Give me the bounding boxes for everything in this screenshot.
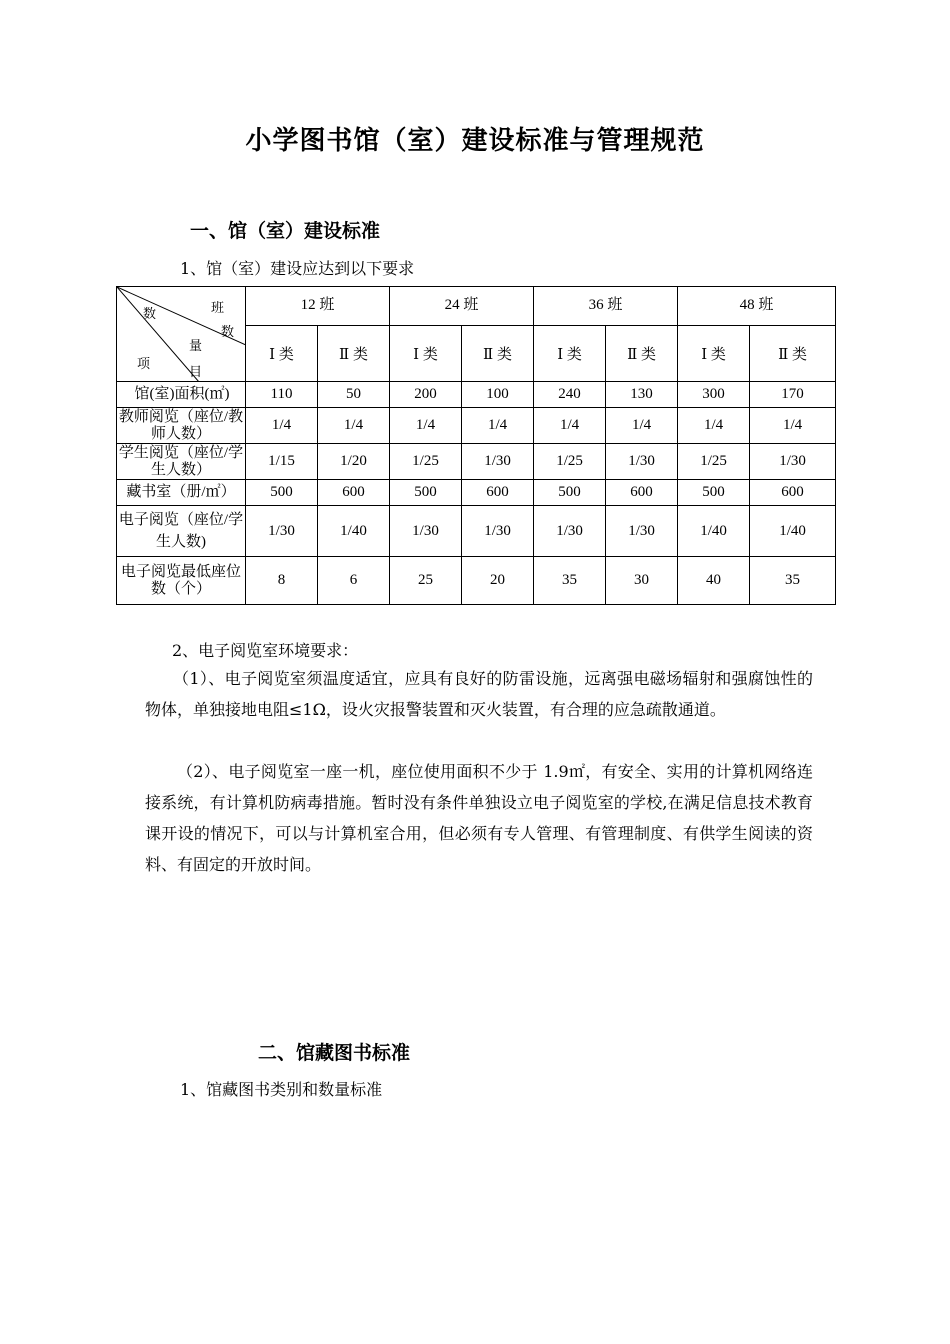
- table-cell: 1/4: [462, 408, 534, 444]
- table-cell: 130: [606, 382, 678, 408]
- table-cell: 50: [318, 382, 390, 408]
- table-cell: 1/4: [318, 408, 390, 444]
- table-cell: 1/30: [246, 506, 318, 557]
- table-cell: 500: [534, 480, 606, 506]
- table-cell: 8: [246, 557, 318, 605]
- group-header: 36 班: [534, 287, 678, 326]
- type-header: Ⅰ 类: [390, 326, 462, 382]
- table-corner-header: [117, 287, 246, 382]
- section1-subheading-2: 2、电子阅览室环境要求：: [172, 641, 359, 660]
- table-row: [117, 444, 836, 480]
- row-label: 教师阅览（座位/教师人数）: [117, 408, 246, 444]
- table-row: [117, 557, 836, 605]
- table-cell: 500: [390, 480, 462, 506]
- table-cell: 600: [318, 480, 390, 506]
- table-cell: 30: [606, 557, 678, 605]
- table-cell: 200: [390, 382, 462, 408]
- table-cell: 35: [750, 557, 836, 605]
- type-header: Ⅰ 类: [246, 326, 318, 382]
- table-cell: 500: [246, 480, 318, 506]
- table-cell: 1/25: [390, 444, 462, 480]
- section1-heading: 一、馆（室）建设标准: [190, 220, 381, 242]
- table-cell: 1/30: [606, 506, 678, 557]
- section1-subheading-1: 1、馆（室）建设应达到以下要求: [180, 259, 415, 278]
- table-cell: 20: [462, 557, 534, 605]
- table-cell: 110: [246, 382, 318, 408]
- table-cell: 1/40: [318, 506, 390, 557]
- table-cell: 1/30: [462, 506, 534, 557]
- corner-label-mu: 目: [189, 364, 203, 379]
- type-header: Ⅱ 类: [462, 326, 534, 382]
- table-cell: 600: [606, 480, 678, 506]
- table-row: [117, 382, 836, 408]
- requirement-paragraph-2: （2）、电子阅览室一座一机，座位使用面积不少于 1.9㎡，有安全、实用的计算机网络连接系统，有计算机防病毒措施。暂时没有条件单独设立电子阅览室的学校,在满足信息技术教育课开设的情况下，可以与计算机室合用，但必须有专人管理、有管理制度、有供学生阅读的资料、有固定的开放时间。: [145, 762, 813, 874]
- table-cell: 300: [678, 382, 750, 408]
- row-label: 藏书室（册/㎡）: [117, 480, 246, 506]
- table-cell: 1/25: [534, 444, 606, 480]
- row-label: 馆(室)面积(㎡): [117, 382, 246, 408]
- table-cell: 600: [750, 480, 836, 506]
- table-cell: 600: [462, 480, 534, 506]
- page-title: 小学图书馆（室）建设标准与管理规范: [245, 126, 705, 156]
- corner-label-ban: 班: [211, 300, 225, 315]
- type-header: Ⅰ 类: [534, 326, 606, 382]
- table-cell: 1/4: [678, 408, 750, 444]
- table-cell: 6: [318, 557, 390, 605]
- table-cell: 1/40: [750, 506, 836, 557]
- corner-label-liang: 量: [189, 338, 203, 353]
- table-cell: 1/4: [606, 408, 678, 444]
- table-cell: 1/4: [750, 408, 836, 444]
- section2-heading: 二、馆藏图书标准: [258, 1042, 411, 1064]
- corner-label-xiang: 项: [137, 356, 151, 371]
- group-header: 48 班: [678, 287, 836, 326]
- table-cell: 1/30: [462, 444, 534, 480]
- row-label: 学生阅览（座位/学生人数）: [117, 444, 246, 480]
- table-cell: 40: [678, 557, 750, 605]
- group-header: 12 班: [246, 287, 390, 326]
- requirement-paragraph-1: （1）、电子阅览室须温度适宜，应具有良好的防雷设施，远离强电磁场辐射和强腐蚀性的物体，单独接地电阻≤1Ω，设火灾报警装置和灭火装置，有合理的应急疏散通道。: [145, 669, 813, 719]
- standards-table: [116, 286, 836, 605]
- type-header: Ⅱ 类: [318, 326, 390, 382]
- table-cell: 1/40: [678, 506, 750, 557]
- table-cell: 1/4: [246, 408, 318, 444]
- row-label: 电子阅览最低座位数（个）: [117, 557, 246, 605]
- group-header: 24 班: [390, 287, 534, 326]
- table-cell: 1/4: [534, 408, 606, 444]
- table-cell: 1/20: [318, 444, 390, 480]
- corner-label-shu: 数: [143, 306, 157, 321]
- table-cell: 1/30: [534, 506, 606, 557]
- table-cell: 1/15: [246, 444, 318, 480]
- section2-subheading-1: 1、馆藏图书类别和数量标准: [180, 1080, 383, 1099]
- row-label: 电子阅览（座位/学生人数): [117, 506, 246, 557]
- table-cell: 35: [534, 557, 606, 605]
- table-cell: 1/30: [390, 506, 462, 557]
- table-cell: 1/4: [390, 408, 462, 444]
- table-cell: 500: [678, 480, 750, 506]
- table-row: [117, 480, 836, 506]
- table-cell: 25: [390, 557, 462, 605]
- table-cell: 1/30: [606, 444, 678, 480]
- table-row: [117, 506, 836, 557]
- type-header: Ⅱ 类: [750, 326, 836, 382]
- table-cell: 1/30: [750, 444, 836, 480]
- table-cell: 100: [462, 382, 534, 408]
- table-row: [117, 408, 836, 444]
- table-cell: 1/25: [678, 444, 750, 480]
- type-header: Ⅱ 类: [606, 326, 678, 382]
- table-cell: 170: [750, 382, 836, 408]
- table-cell: 240: [534, 382, 606, 408]
- type-header: Ⅰ 类: [678, 326, 750, 382]
- corner-label-shu2: 数: [221, 324, 235, 339]
